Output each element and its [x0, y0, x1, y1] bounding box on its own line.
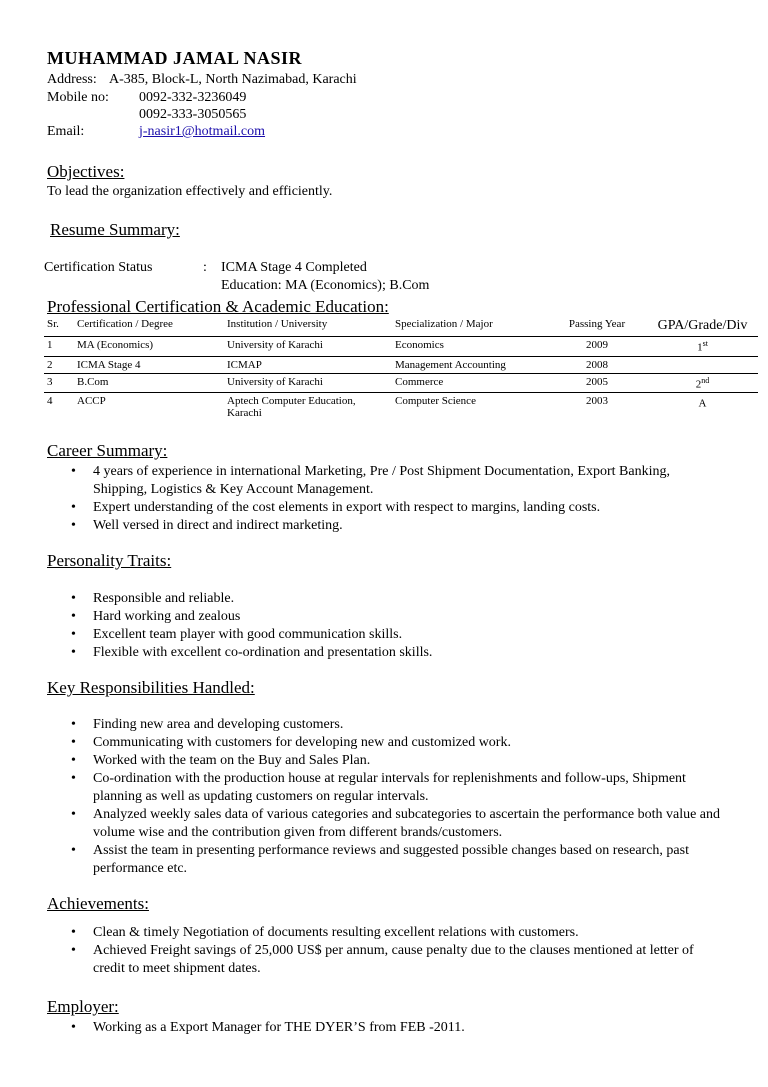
list-item: • Worked with the team on the Buy and Sales Plan.: [47, 752, 727, 770]
col-header-inst: Institution / University: [224, 316, 392, 337]
cell-sr: 3: [47, 375, 53, 388]
list-item: • Flexible with excellent co-ordination and presentation skills.: [47, 644, 727, 662]
list-item: • Clean & timely Negotiation of documents resulting excellent relations with customers.: [47, 924, 727, 942]
col-header-sr: Sr.: [44, 316, 74, 337]
table-row: [44, 373, 758, 393]
list-item: • Hard working and zealous: [47, 608, 727, 626]
cell-spec: Computer Science: [395, 395, 476, 408]
list-item: • Co-ordination with the production house at regular intervals for replenishments and follow-ups, Shipment planning as well as updating customers on regular intervals.: [47, 770, 727, 806]
grade-value: 2: [695, 378, 702, 391]
cell-inst: Aptech Computer Education, Karachi: [227, 395, 356, 420]
col-header-cert: Certification / Degree: [74, 316, 224, 337]
address-label: Address:: [47, 72, 97, 87]
list-item: • 4 years of experience in international Marketing, Pre / Post Shipment Documentation, Export Banking, Shipping, Logistics & Key Account Management.: [47, 463, 727, 499]
cell-grade: [647, 356, 758, 373]
cell-spec: Commerce: [395, 375, 444, 388]
cell-spec: Economics: [395, 339, 444, 351]
cell-cert: MA (Economics): [77, 339, 154, 351]
grade-suffix: st: [702, 339, 708, 348]
mobile-number-1: 0092-332-3236049: [139, 90, 247, 105]
cell-inst: University of Karachi: [227, 339, 323, 351]
cell-year: 2009: [586, 339, 608, 351]
col-header-year: Passing Year: [547, 316, 647, 337]
table-row: [44, 356, 758, 373]
candidate-name: MUHAMMAD JAMAL NASIR: [47, 48, 302, 68]
career-summary-heading: Career Summary:: [47, 441, 168, 460]
career-summary-list: [47, 463, 727, 535]
cell-spec: Management Accounting: [395, 358, 506, 371]
education-heading: Professional Certification & Academic Education:: [47, 297, 389, 316]
personality-traits-list: [47, 590, 727, 662]
email-label: Email:: [47, 124, 85, 139]
cell-year: 2008: [586, 358, 608, 371]
table-row: [44, 337, 758, 357]
cell-sr: 2: [47, 358, 53, 371]
cell-grade: [647, 373, 758, 393]
certification-status-label: Certification Status: [44, 260, 153, 275]
certification-status-line1: ICMA Stage 4 Completed: [221, 260, 367, 275]
key-responsibilities-heading: Key Responsibilities Handled:: [47, 678, 255, 697]
cell-sr: 1: [47, 339, 53, 351]
email-link[interactable]: j-nasir1@hotmail.com: [139, 124, 266, 139]
cell-year: 2003: [586, 395, 608, 408]
certification-status-line2: Education: MA (Economics); B.Com: [221, 278, 430, 293]
cell-cert: B.Com: [77, 375, 109, 388]
mobile-label: Mobile no:: [47, 90, 109, 105]
education-header-row: [44, 316, 758, 337]
achievements-heading: Achievements:: [47, 894, 149, 913]
cell-grade: [647, 393, 758, 422]
list-item: • Finding new area and developing customers.: [47, 716, 727, 734]
achievements-list: [47, 924, 727, 978]
cell-inst: University of Karachi: [227, 375, 323, 388]
objectives-text: To lead the organization effectively and efficiently.: [47, 184, 333, 199]
list-item: • Analyzed weekly sales data of various categories and subcategories to ascertain the performance both value and volume wise and the contribution given from different brands/customers.: [47, 806, 727, 842]
mobile-number-2: 0092-333-3050565: [139, 107, 247, 122]
list-item: • Responsible and reliable.: [47, 590, 727, 608]
grade-suffix: nd: [701, 375, 710, 385]
cell-cert: ACCP: [77, 395, 106, 408]
list-item: • Working as a Export Manager for THE DYER’S from FEB -2011.: [47, 1019, 727, 1037]
key-responsibilities-list: [47, 716, 727, 878]
grade-value: 1: [697, 341, 703, 354]
cell-inst: ICMAP: [227, 358, 262, 371]
list-item: • Expert understanding of the cost elements in export with respect to margins, landing costs.: [47, 499, 727, 517]
grade-value: A: [698, 397, 707, 410]
education-table: [44, 316, 758, 421]
objectives-heading: Objectives:: [47, 162, 125, 181]
list-item: • Excellent team player with good communication skills.: [47, 626, 727, 644]
list-item: • Achieved Freight savings of 25,000 US$ per annum, cause penalty due to the clauses mentioned at letter of credit to meet shipment dates.: [47, 942, 727, 978]
list-item: • Communicating with customers for developing new and customized work.: [47, 734, 727, 752]
table-row: [44, 393, 758, 422]
employer-list: [47, 1019, 727, 1037]
address-value: A-385, Block-L, North Nazimabad, Karachi: [109, 72, 357, 87]
col-header-grade: GPA/Grade/Div: [647, 316, 758, 337]
cell-cert: ICMA Stage 4: [77, 358, 141, 371]
list-item: • Well versed in direct and indirect marketing.: [47, 517, 727, 535]
cell-year: 2005: [586, 375, 608, 388]
personality-traits-heading: Personality Traits:: [47, 551, 172, 570]
employer-heading: Employer:: [47, 997, 119, 1016]
list-item: • Assist the team in presenting performance reviews and suggested possible changes based on research, past performance etc.: [47, 842, 727, 878]
cell-sr: 4: [47, 395, 53, 408]
col-header-spec: Specialization / Major: [392, 316, 547, 337]
certification-status-colon: :: [203, 260, 207, 275]
cell-grade: [647, 337, 758, 357]
resume-summary-heading: Resume Summary:: [50, 220, 180, 239]
